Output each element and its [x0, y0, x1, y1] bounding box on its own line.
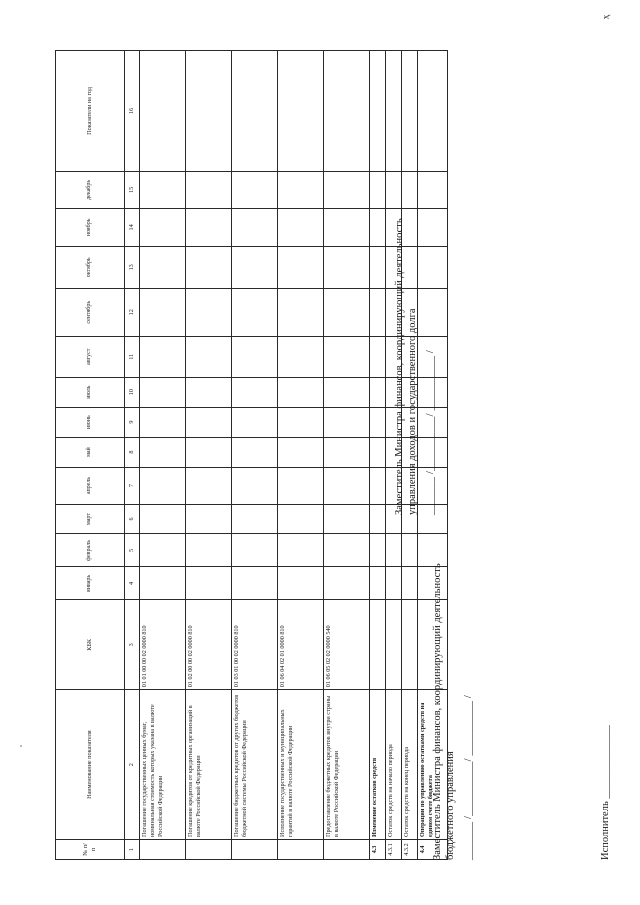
month-value-cell [324, 208, 370, 246]
month-value-cell [186, 467, 232, 504]
row-name: Предоставление бюджетных кредитов внутри страны в валюте Российской Федерации [324, 690, 370, 840]
column-number: 12 [125, 288, 140, 336]
month-value-cell [324, 567, 370, 600]
row-name: Погашение бюджетных кредитов от других бюджетов бюджетной системы Российской Федерации [232, 690, 278, 840]
rotated-sheet [55, 50, 635, 860]
month-value-cell [186, 246, 232, 288]
page-mark: ҳ [600, 14, 611, 20]
year-value-cell [370, 51, 386, 172]
month-value-cell [370, 288, 386, 336]
month-value-cell [278, 336, 324, 377]
month-value-cell [324, 407, 370, 437]
month-value-cell [370, 208, 386, 246]
month-value-cell [370, 377, 386, 407]
header-month: июнь [56, 407, 125, 437]
signature-title: Заместитель Министра финансов, координирующий деятельность бюджетного управления [432, 563, 457, 860]
column-number: 14 [125, 208, 140, 246]
header-month: февраль [56, 534, 125, 567]
month-value-cell [140, 246, 186, 288]
signature-block-revenue [393, 165, 437, 515]
month-value-cell [370, 336, 386, 377]
month-value-cell [186, 534, 232, 567]
month-value-cell [324, 504, 370, 534]
column-number: 7 [125, 467, 140, 504]
month-value-cell [140, 288, 186, 336]
column-number: 11 [125, 336, 140, 377]
column-number: 5 [125, 534, 140, 567]
month-value-cell [140, 567, 186, 600]
month-value-cell [140, 504, 186, 534]
row-kbk: 01 06 04 02 01 0000 810 [278, 600, 324, 690]
header-name: Наименование показателя [56, 690, 125, 840]
month-value-cell [232, 437, 278, 467]
month-value-cell [140, 336, 186, 377]
scan-speck [20, 745, 22, 747]
month-value-cell [186, 377, 232, 407]
year-value-cell [324, 51, 370, 172]
month-value-cell [140, 208, 186, 246]
year-value-cell [418, 51, 448, 172]
month-value-cell [232, 467, 278, 504]
year-value-cell [232, 51, 278, 172]
row-kbk: 01 06 05 02 02 0000 540 [324, 600, 370, 690]
row-kbk: 01 01 00 00 02 0000 810 [140, 600, 186, 690]
signature-block-budget [431, 560, 475, 860]
column-number: 4 [125, 567, 140, 600]
column-number: 13 [125, 246, 140, 288]
header-month: январь [56, 567, 125, 600]
signature-line: _______ /__________/ __________ / [424, 350, 436, 515]
table-row [370, 51, 386, 860]
row-name: Изменение остатков средств [370, 690, 386, 840]
header-month: март [56, 504, 125, 534]
month-value-cell [140, 171, 186, 208]
column-number: 1 [125, 840, 140, 860]
month-value-cell [386, 534, 402, 567]
month-value-cell [140, 437, 186, 467]
row-number: 4.3.2 [402, 840, 418, 860]
signature-line: _______ /__________/ __________ / [462, 695, 474, 860]
month-value-cell [370, 171, 386, 208]
month-value-cell [232, 336, 278, 377]
month-value-cell [278, 171, 324, 208]
month-value-cell [232, 288, 278, 336]
month-value-cell [324, 288, 370, 336]
table-row [140, 51, 186, 860]
month-value-cell [186, 504, 232, 534]
row-number [278, 840, 324, 860]
month-value-cell [402, 567, 418, 600]
header-kbk: КБК [56, 600, 125, 690]
row-kbk [386, 600, 402, 690]
header-row [56, 51, 125, 860]
header-month: июль [56, 377, 125, 407]
row-number: 4.3.1 [386, 840, 402, 860]
month-value-cell [232, 246, 278, 288]
month-value-cell [278, 504, 324, 534]
month-value-cell [232, 407, 278, 437]
header-num: № п/п [56, 840, 125, 860]
month-value-cell [370, 467, 386, 504]
table-row [232, 51, 278, 860]
row-name: Погашение кредитов от кредитных организаций в валюте Российской Федерации [186, 690, 232, 840]
month-value-cell [140, 407, 186, 437]
month-value-cell [186, 567, 232, 600]
month-value-cell [370, 246, 386, 288]
row-number [324, 840, 370, 860]
month-value-cell [232, 377, 278, 407]
month-value-cell [232, 171, 278, 208]
month-value-cell [140, 467, 186, 504]
month-value-cell [140, 534, 186, 567]
column-number: 9 [125, 407, 140, 437]
month-value-cell [232, 567, 278, 600]
month-value-cell [186, 336, 232, 377]
month-value-cell [370, 437, 386, 467]
month-value-cell [370, 534, 386, 567]
month-value-cell [324, 246, 370, 288]
month-value-cell [324, 437, 370, 467]
month-value-cell [186, 437, 232, 467]
header-month: апрель [56, 467, 125, 504]
month-value-cell [140, 377, 186, 407]
row-name: Операции по управлению остатками средств на едином счете бюджета [418, 690, 448, 840]
year-value-cell [402, 51, 418, 172]
column-number: 8 [125, 437, 140, 467]
table-row [186, 51, 232, 860]
column-number: 2 [125, 690, 140, 840]
year-value-cell [186, 51, 232, 172]
column-number: 6 [125, 504, 140, 534]
month-value-cell [232, 504, 278, 534]
month-value-cell [278, 567, 324, 600]
executor-line: Исполнитель ______________ [600, 725, 611, 860]
row-name: Остаток средств на начало периода [386, 690, 402, 840]
row-name: Остаток средств на конец периода [402, 690, 418, 840]
table-row [278, 51, 324, 860]
month-value-cell [278, 288, 324, 336]
month-value-cell [278, 208, 324, 246]
month-value-cell [370, 504, 386, 534]
signature-title: Заместитель Министра финансов, координирующий деятельность управления доходов и государственного долга [394, 218, 419, 515]
header-year: Показатели на год [56, 51, 125, 172]
month-value-cell [278, 437, 324, 467]
month-value-cell [324, 534, 370, 567]
month-value-cell [186, 288, 232, 336]
column-number: 3 [125, 600, 140, 690]
month-value-cell [232, 534, 278, 567]
month-value-cell [186, 407, 232, 437]
month-value-cell [278, 467, 324, 504]
row-number [140, 840, 186, 860]
column-number-row [125, 51, 140, 860]
header-month: май [56, 437, 125, 467]
column-number: 10 [125, 377, 140, 407]
year-value-cell [140, 51, 186, 172]
row-kbk: 01 02 00 00 02 0000 810 [186, 600, 232, 690]
budget-table [55, 50, 448, 860]
header-month: сентябрь [56, 288, 125, 336]
month-value-cell [386, 567, 402, 600]
header-month: октябрь [56, 246, 125, 288]
row-name: Погашение государственных ценных бумаг, номинальная стоимость которых указана в валюте Российской Федерации [140, 690, 186, 840]
year-value-cell [278, 51, 324, 172]
month-value-cell [402, 534, 418, 567]
row-number: 4.3 [370, 840, 386, 860]
month-value-cell [186, 208, 232, 246]
month-value-cell [324, 377, 370, 407]
month-value-cell [278, 377, 324, 407]
table-row [324, 51, 370, 860]
row-number [232, 840, 278, 860]
row-kbk [370, 600, 386, 690]
row-name: Исполнение государственных и муниципальных гарантий в валюте Российской Федерации [278, 690, 324, 840]
month-value-cell [370, 567, 386, 600]
month-value-cell [232, 208, 278, 246]
header-month: август [56, 336, 125, 377]
row-number: 4.4 [418, 840, 448, 860]
header-month: декабрь [56, 171, 125, 208]
column-number: 16 [125, 51, 140, 172]
year-value-cell [386, 51, 402, 172]
header-month: ноябрь [56, 208, 125, 246]
column-number: 15 [125, 171, 140, 208]
row-kbk [402, 600, 418, 690]
month-value-cell [278, 534, 324, 567]
row-number [186, 840, 232, 860]
row-kbk: 01 03 01 00 02 0000 810 [232, 600, 278, 690]
month-value-cell [324, 171, 370, 208]
month-value-cell [278, 246, 324, 288]
month-value-cell [324, 336, 370, 377]
month-value-cell [370, 407, 386, 437]
month-value-cell [324, 467, 370, 504]
month-value-cell [186, 171, 232, 208]
month-value-cell [278, 407, 324, 437]
